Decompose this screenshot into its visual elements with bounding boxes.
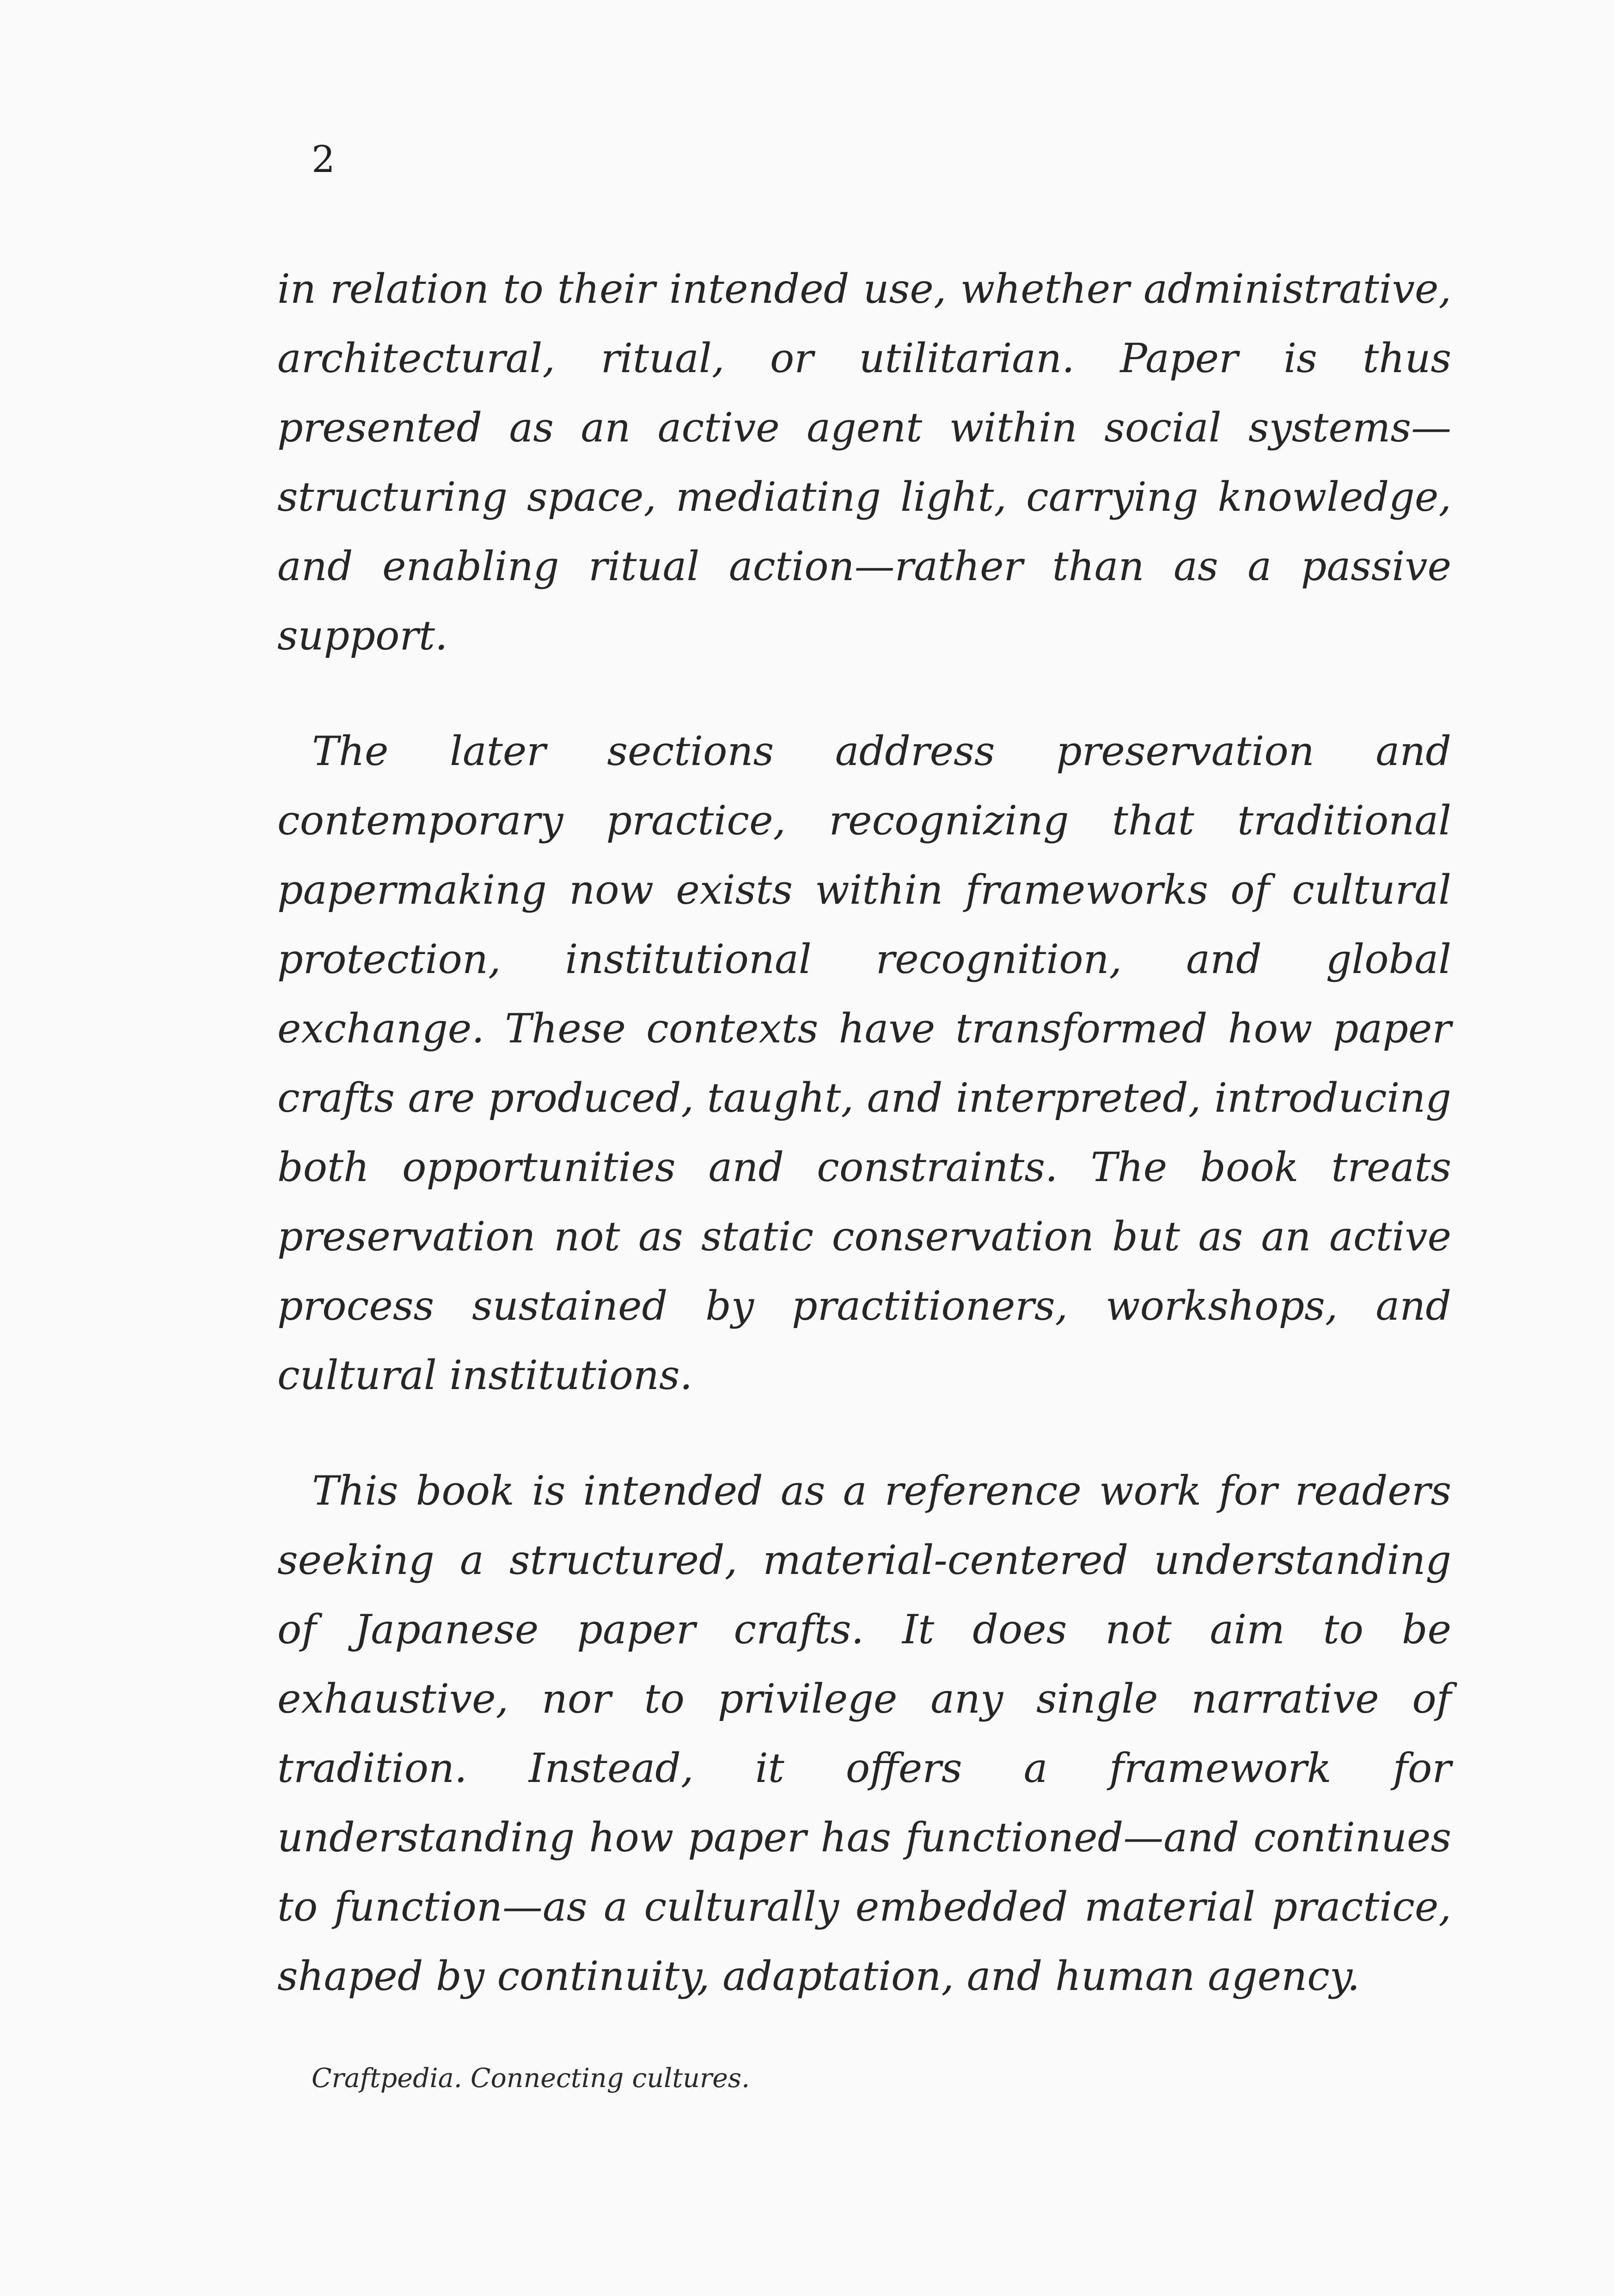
paragraph-continuation: in relation to their intended use, whether administrative, architectural, ritual, or utilitarian. Paper is thus presented as an active agent within social systems—structuring space, mediating light, carrying knowledge, and enabling ritual action—rather than as a passive support. [277, 265, 1451, 659]
body-text [277, 254, 1451, 2057]
footer-tagline: Craftpedia. Connecting cultures. [312, 2063, 750, 2094]
paragraph-reference-work: This book is intended as a reference work for readers seeking a structured, material-centered understanding of Japanese paper crafts. It does not aim to be exhaustive, nor to privilege any single narrative of tradition. Instead, it offers a framework for understanding how paper has functioned—and continues to function—as a culturally embedded material practice, shaped by continuity, adaptation, and human agency. [277, 1467, 1451, 2000]
page-number: 2 [312, 138, 335, 181]
paragraph-preservation: The later sections address preservation and contemporary practice, recognizing that traditional papermaking now exists within frameworks of cultural protection, institutional recognition, and global exchange. These contexts have transformed how paper crafts are produced, taught, and interpreted, introducing both opportunities and constraints. The book treats preservation not as static conservation but as an active process sustained by practitioners, workshops, and cultural institutions. [277, 728, 1451, 1399]
